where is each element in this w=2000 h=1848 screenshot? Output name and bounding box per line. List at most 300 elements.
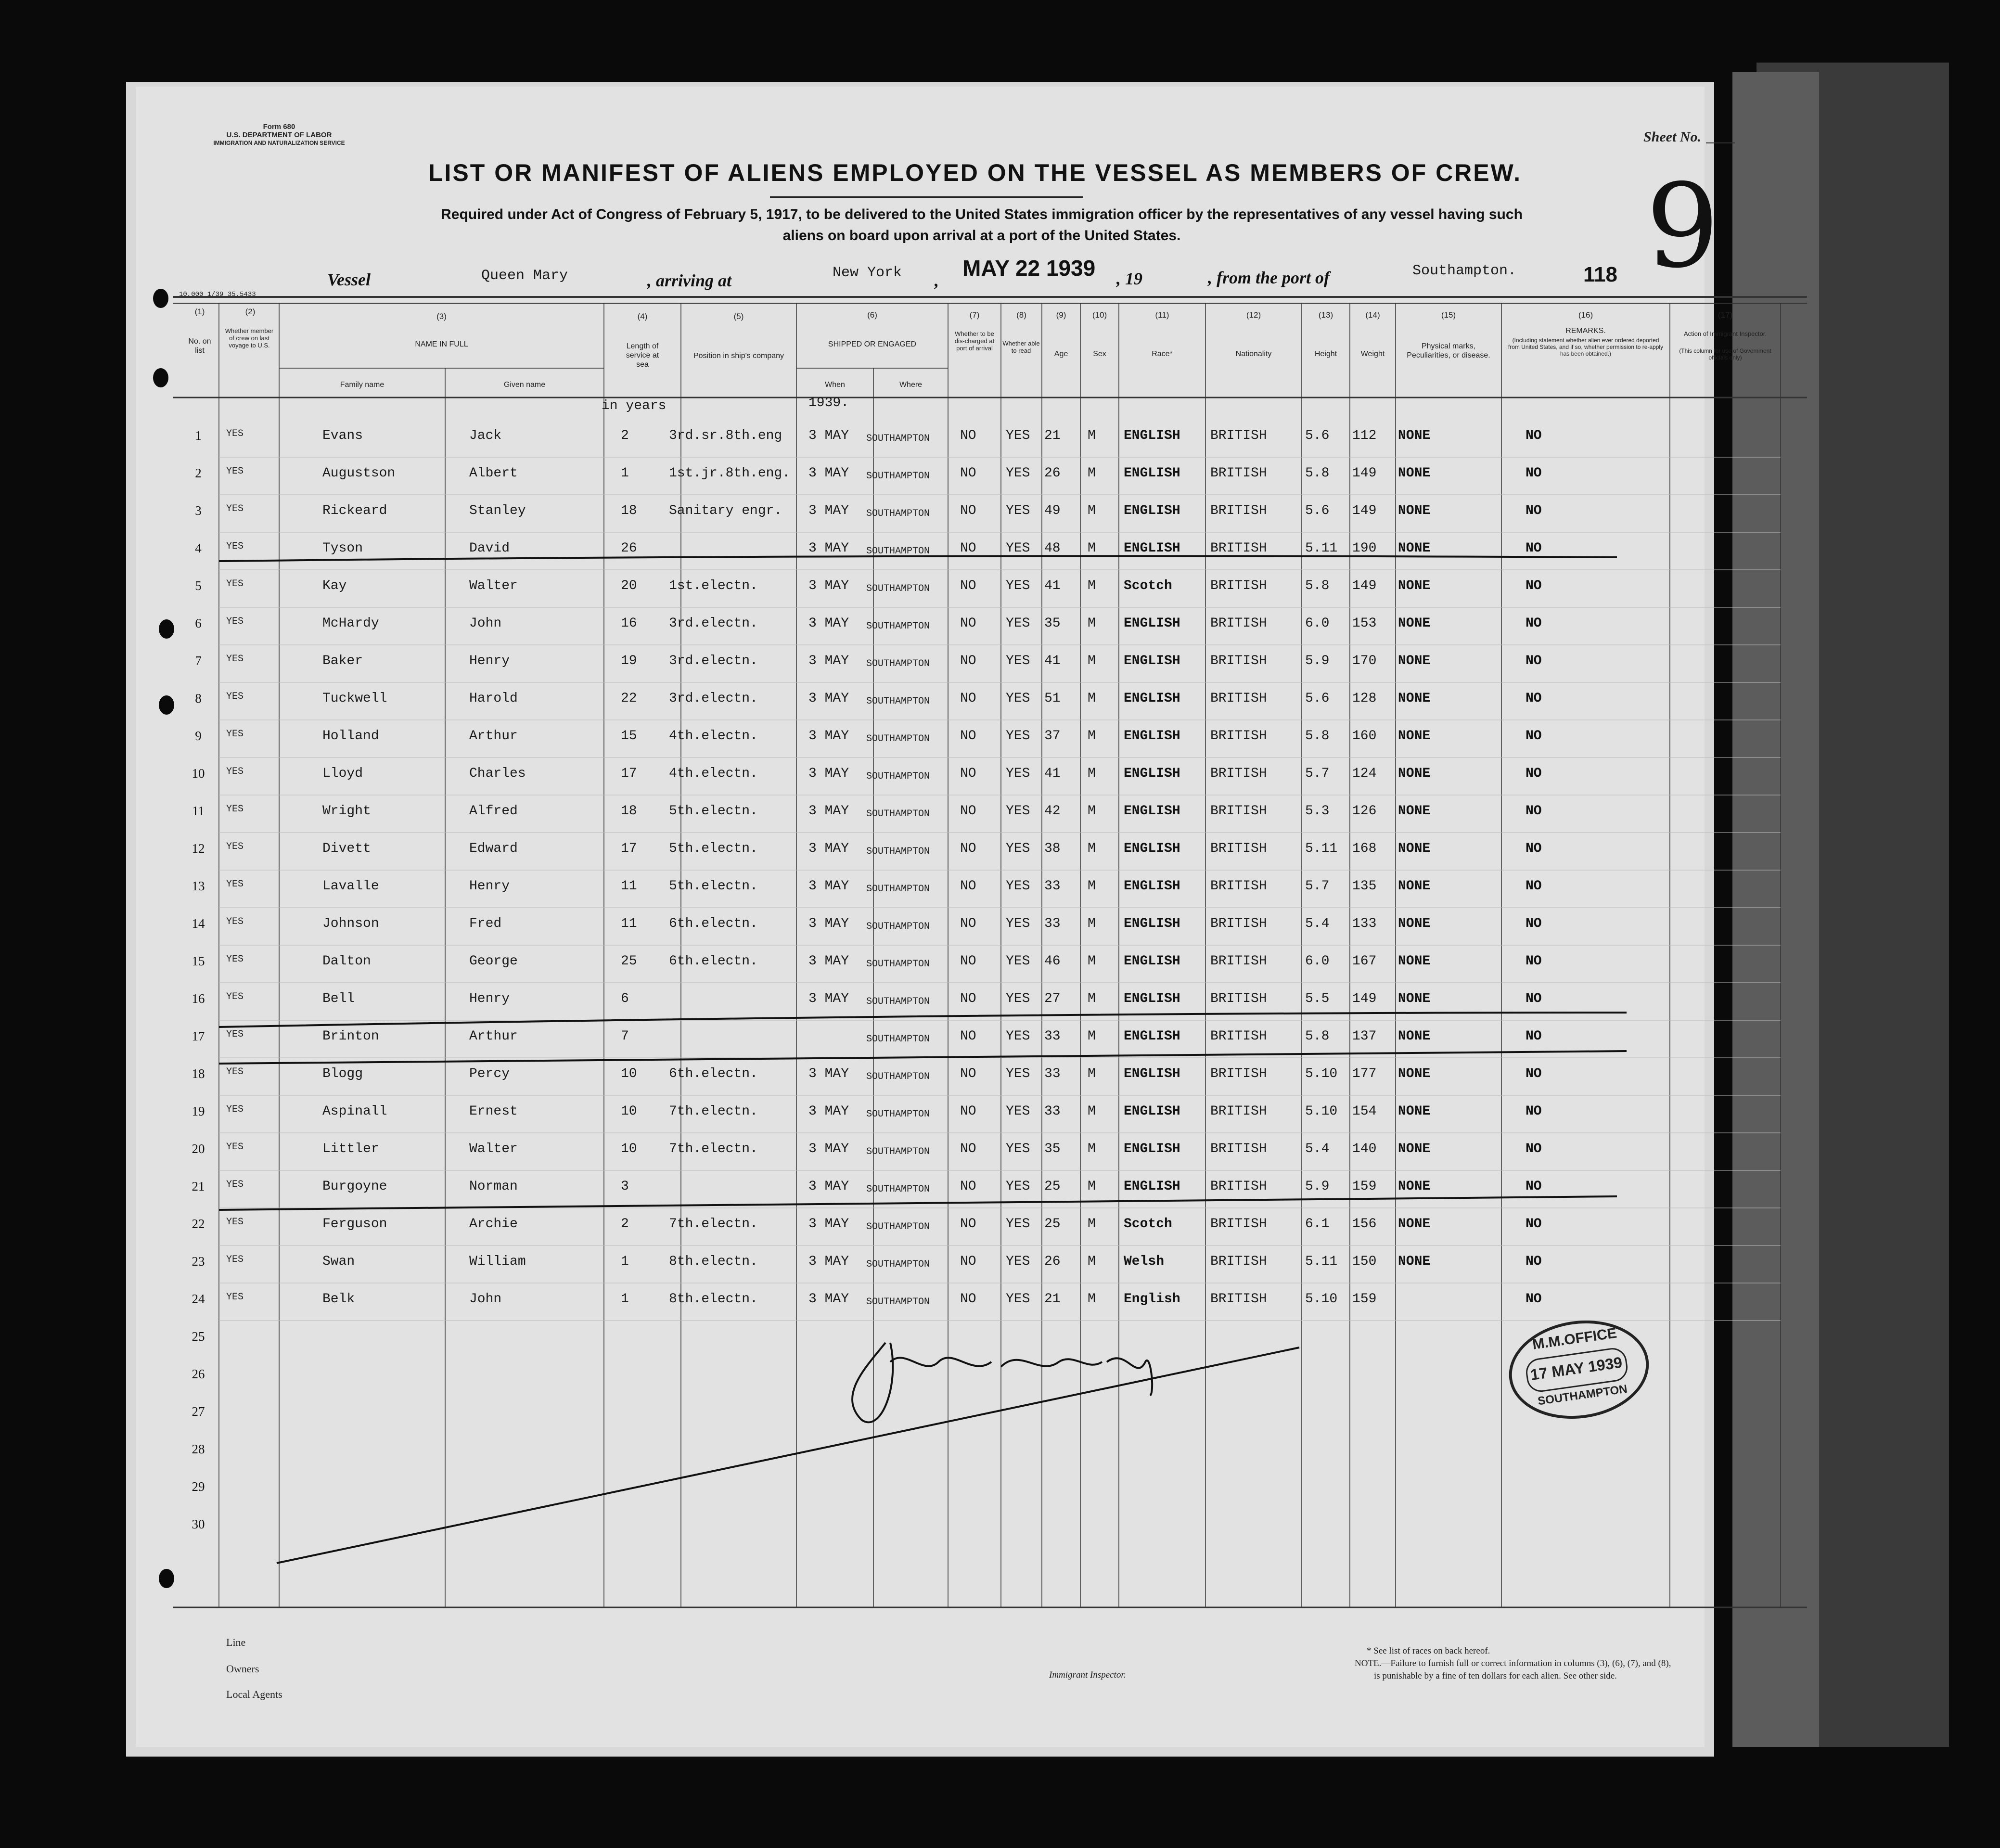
- col-1-header: No. on list: [188, 337, 211, 355]
- weight-cell: 167: [1352, 954, 1377, 969]
- position-cell: 5th.electn.: [669, 804, 758, 819]
- shipped-when-cell: 3 MAY: [808, 916, 849, 931]
- weight-cell: 149: [1352, 578, 1377, 593]
- line-number: 2: [195, 466, 202, 480]
- height-cell: 5.8: [1305, 1029, 1330, 1044]
- shipped-where-cell: SOUTHAMPTON: [866, 959, 930, 970]
- print-code: 10,000 1/39 35,5433: [179, 291, 256, 298]
- nationality-cell: BRITISH: [1210, 1292, 1267, 1307]
- service-years-cell: 18: [621, 503, 637, 518]
- position-cell: 8th.electn.: [669, 1254, 758, 1269]
- prev-voyage-cell: YES: [226, 1217, 244, 1228]
- race-cell: ENGLISH: [1124, 616, 1180, 631]
- nationality-cell: BRITISH: [1210, 916, 1267, 931]
- nationality-cell: BRITISH: [1210, 691, 1267, 706]
- nationality-cell: BRITISH: [1210, 991, 1267, 1006]
- weight-cell: 159: [1352, 1292, 1377, 1307]
- given-name-cell: Henry: [469, 879, 510, 894]
- prev-voyage-cell: YES: [226, 1029, 244, 1040]
- position-cell: 7th.electn.: [669, 1142, 758, 1156]
- discharged-cell: NO: [960, 466, 976, 481]
- shipped-when-cell: 3 MAY: [808, 991, 849, 1006]
- position-cell: 7th.electn.: [669, 1104, 758, 1119]
- able-to-read-cell: YES: [1006, 879, 1030, 894]
- height-cell: 5.3: [1305, 804, 1330, 819]
- given-name-cell: Alfred: [469, 804, 518, 819]
- race-cell: ENGLISH: [1124, 691, 1180, 706]
- able-to-read-cell: YES: [1006, 1104, 1030, 1119]
- service-years-cell: 10: [621, 1066, 637, 1081]
- family-name-cell: Ferguson: [322, 1217, 387, 1232]
- line-number: 20: [192, 1142, 205, 1156]
- shipped-where-cell: SOUTHAMPTON: [866, 696, 930, 707]
- weight-cell: 137: [1352, 1029, 1377, 1044]
- race-cell: ENGLISH: [1124, 804, 1180, 819]
- shipped-where-cell: SOUTHAMPTON: [866, 658, 930, 669]
- age-cell: 33: [1044, 879, 1061, 894]
- sex-cell: M: [1088, 1254, 1096, 1269]
- shipped-when-cell: 3 MAY: [808, 691, 849, 706]
- race-cell: Welsh: [1124, 1254, 1165, 1269]
- remarks-cell: NO: [1526, 691, 1542, 706]
- given-name-cell: Arthur: [469, 1029, 518, 1044]
- service-years-cell: 3: [621, 1179, 629, 1194]
- shipped-where-cell: SOUTHAMPTON: [866, 1071, 930, 1082]
- family-name-cell: Divett: [322, 841, 371, 856]
- col-8-number: (8): [1016, 310, 1026, 320]
- position-cell: 6th.electn.: [669, 954, 758, 969]
- prev-voyage-cell: YES: [226, 541, 244, 552]
- age-cell: 35: [1044, 1142, 1061, 1156]
- col-10-number: (10): [1092, 310, 1107, 320]
- sex-cell: M: [1088, 1179, 1096, 1194]
- page-title: LIST OR MANIFEST OF ALIENS EMPLOYED ON THE VESSEL AS MEMBERS OF CREW.: [428, 159, 1522, 186]
- age-cell: 35: [1044, 616, 1061, 631]
- line-number: 3: [195, 503, 202, 518]
- discharged-cell: NO: [960, 841, 976, 856]
- family-name-cell: Swan: [322, 1254, 355, 1269]
- col-16-subheader: (Including statement whether alien ever ordered deported from United States, and if so, whether permission to re-apply has been obtained.): [1508, 337, 1664, 357]
- service-years-cell: 6: [621, 991, 629, 1006]
- age-cell: 41: [1044, 578, 1061, 593]
- prev-voyage-cell: YES: [226, 1254, 244, 1265]
- discharged-cell: NO: [960, 1066, 976, 1081]
- discharged-cell: NO: [960, 804, 976, 819]
- given-name-header: Given name: [503, 381, 546, 389]
- nationality-cell: BRITISH: [1210, 1142, 1267, 1156]
- service-years-cell: 11: [621, 879, 637, 894]
- sex-cell: M: [1088, 841, 1096, 856]
- col-17-header: Action of Immigrant Inspector.: [1684, 330, 1767, 337]
- family-name-cell: Baker: [322, 654, 363, 668]
- family-name-cell: Kay: [322, 578, 347, 593]
- shipped-where-cell: SOUTHAMPTON: [866, 1221, 930, 1232]
- line-number: 16: [192, 991, 205, 1006]
- discharged-cell: NO: [960, 428, 976, 443]
- physical-marks-cell: NONE: [1398, 1179, 1431, 1194]
- shipped-when-cell: 3 MAY: [808, 578, 849, 593]
- service-years-cell: 17: [621, 766, 637, 781]
- col-4-number: (4): [637, 312, 648, 321]
- nationality-cell: BRITISH: [1210, 1179, 1267, 1194]
- age-cell: 38: [1044, 841, 1061, 856]
- weight-cell: 170: [1352, 654, 1377, 668]
- weight-cell: 133: [1352, 916, 1377, 931]
- age-cell: 51: [1044, 691, 1061, 706]
- line-number: 14: [192, 916, 205, 931]
- weight-cell: 160: [1352, 729, 1377, 744]
- line-number: 22: [192, 1217, 205, 1231]
- position-cell: 5th.electn.: [669, 841, 758, 856]
- physical-marks-cell: NONE: [1398, 879, 1431, 894]
- subtitle-line-1: Required under Act of Congress of February 5, 1917, to be delivered to the United States immigration officer by the representatives of any vessel having such: [441, 206, 1523, 222]
- physical-marks-cell: NONE: [1398, 1217, 1431, 1232]
- remarks-cell: NO: [1526, 466, 1542, 481]
- col-3-header: NAME IN FULL: [415, 340, 468, 348]
- sex-cell: M: [1088, 991, 1096, 1006]
- owners-label: Owners: [226, 1663, 259, 1675]
- shipped-where-cell: SOUTHAMPTON: [866, 733, 930, 744]
- given-name-cell: Henry: [469, 654, 510, 668]
- weight-cell: 153: [1352, 616, 1377, 631]
- col-12-header: Nationality: [1235, 350, 1272, 358]
- prev-voyage-cell: YES: [226, 954, 244, 965]
- shipped-when-cell: 3 MAY: [808, 729, 849, 744]
- able-to-read-cell: YES: [1006, 804, 1030, 819]
- physical-marks-cell: NONE: [1398, 466, 1431, 481]
- shipped-where-cell: SOUTHAMPTON: [866, 1259, 930, 1270]
- physical-marks-cell: NONE: [1398, 503, 1431, 518]
- nationality-cell: BRITISH: [1210, 428, 1267, 443]
- remarks-cell: NO: [1526, 1292, 1542, 1307]
- family-name-cell: Lloyd: [322, 766, 363, 781]
- shipped-when-cell: 3 MAY: [808, 466, 849, 481]
- nationality-cell: BRITISH: [1210, 1029, 1267, 1044]
- shipped-where-cell: SOUTHAMPTON: [866, 1034, 930, 1045]
- col-2-number: (2): [245, 307, 256, 316]
- age-cell: 49: [1044, 503, 1061, 518]
- physical-marks-cell: NONE: [1398, 841, 1431, 856]
- remarks-cell: NO: [1526, 916, 1542, 931]
- height-cell: 6.0: [1305, 954, 1330, 969]
- discharged-cell: NO: [960, 616, 976, 631]
- shipped-when-cell: 3 MAY: [808, 541, 849, 556]
- physical-marks-cell: NONE: [1398, 804, 1431, 819]
- family-name-cell: Blogg: [322, 1066, 363, 1081]
- position-cell: 1st.jr.8th.eng.: [669, 466, 791, 481]
- nationality-cell: BRITISH: [1210, 1254, 1267, 1269]
- col-12-number: (12): [1246, 310, 1261, 320]
- service-years-cell: 10: [621, 1142, 637, 1156]
- service-years-cell: 10: [621, 1104, 637, 1119]
- sex-cell: M: [1088, 879, 1096, 894]
- age-cell: 42: [1044, 804, 1061, 819]
- department: U.S. DEPARTMENT OF LABOR: [226, 131, 332, 139]
- family-name-cell: Burgoyne: [322, 1179, 387, 1194]
- weight-cell: 126: [1352, 804, 1377, 819]
- departure-port: Southampton.: [1412, 263, 1517, 279]
- remarks-cell: NO: [1526, 991, 1542, 1006]
- discharged-cell: NO: [960, 766, 976, 781]
- race-cell: ENGLISH: [1124, 541, 1180, 556]
- shipped-where-cell: SOUTHAMPTON: [866, 471, 930, 482]
- position-cell: Sanitary engr.: [669, 503, 782, 518]
- discharged-cell: NO: [960, 916, 976, 931]
- shipped-where-cell: SOUTHAMPTON: [866, 433, 930, 444]
- inspector-label: Immigrant Inspector.: [1049, 1670, 1126, 1680]
- given-name-cell: Henry: [469, 991, 510, 1006]
- line-number: 28: [192, 1442, 205, 1456]
- col-2-header: Whether member of crew on last voyage to U.S.: [225, 327, 274, 349]
- shipped-where-cell: SOUTHAMPTON: [866, 996, 930, 1007]
- sex-cell: M: [1088, 1029, 1096, 1044]
- weight-cell: 149: [1352, 466, 1377, 481]
- col-13-header: Height: [1314, 350, 1337, 358]
- col-17-subheader: (This column for use of Government officials only): [1679, 347, 1771, 361]
- col-9-number: (9): [1056, 310, 1066, 320]
- height-cell: 5.11: [1305, 841, 1338, 856]
- nationality-cell: BRITISH: [1210, 804, 1267, 819]
- height-cell: 5.9: [1305, 654, 1330, 668]
- family-name-header: Family name: [340, 381, 385, 389]
- race-cell: ENGLISH: [1124, 841, 1180, 856]
- discharged-cell: NO: [960, 991, 976, 1006]
- line-number: 13: [192, 879, 205, 893]
- race-cell: English: [1124, 1292, 1180, 1307]
- service-years-cell: 25: [621, 954, 637, 969]
- able-to-read-cell: YES: [1006, 1029, 1030, 1044]
- height-cell: 5.5: [1305, 991, 1330, 1006]
- physical-marks-cell: NONE: [1398, 616, 1431, 631]
- line-number: 12: [192, 841, 205, 856]
- prev-voyage-cell: YES: [226, 1292, 244, 1303]
- shipped-where-cell: SOUTHAMPTON: [866, 1184, 930, 1195]
- family-name-cell: Tuckwell: [322, 691, 387, 706]
- prev-voyage-cell: YES: [226, 1104, 244, 1115]
- remarks-cell: NO: [1526, 1142, 1542, 1156]
- weight-cell: 190: [1352, 541, 1377, 556]
- remarks-cell: NO: [1526, 879, 1542, 894]
- family-name-cell: Holland: [322, 729, 379, 744]
- family-name-cell: Brinton: [322, 1029, 379, 1044]
- remarks-cell: NO: [1526, 1179, 1542, 1194]
- col-3-number: (3): [436, 312, 447, 321]
- physical-marks-cell: NONE: [1398, 1029, 1431, 1044]
- prev-voyage-cell: YES: [226, 578, 244, 590]
- given-name-cell: Jack: [469, 428, 502, 443]
- height-cell: 5.9: [1305, 1179, 1330, 1194]
- weight-cell: 149: [1352, 503, 1377, 518]
- sex-cell: M: [1088, 954, 1096, 969]
- race-cell: ENGLISH: [1124, 654, 1180, 668]
- prev-voyage-cell: YES: [226, 691, 244, 702]
- physical-marks-cell: NONE: [1398, 1142, 1431, 1156]
- line-number: 17: [192, 1029, 205, 1043]
- shipped-when-cell: 3 MAY: [808, 1292, 849, 1307]
- remarks-cell: NO: [1526, 766, 1542, 781]
- service: IMMIGRATION AND NATURALIZATION SERVICE: [213, 140, 345, 146]
- shipped-when-cell: 3 MAY: [808, 428, 849, 443]
- discharged-cell: NO: [960, 541, 976, 556]
- remarks-cell: NO: [1526, 578, 1542, 593]
- remarks-cell: NO: [1526, 1066, 1542, 1081]
- col-11-header: Race*: [1152, 350, 1173, 358]
- list-number: 118: [1583, 263, 1617, 286]
- nationality-cell: BRITISH: [1210, 841, 1267, 856]
- col-13-number: (13): [1318, 310, 1333, 320]
- position-cell: 3rd.electn.: [669, 691, 758, 706]
- nationality-cell: BRITISH: [1210, 954, 1267, 969]
- col-14-number: (14): [1365, 310, 1380, 320]
- service-unit-note: in years: [602, 398, 667, 413]
- sex-cell: M: [1088, 503, 1096, 518]
- able-to-read-cell: YES: [1006, 1254, 1030, 1269]
- shipped-when-cell: 3 MAY: [808, 616, 849, 631]
- discharged-cell: NO: [960, 654, 976, 668]
- race-cell: ENGLISH: [1124, 879, 1180, 894]
- race-cell: ENGLISH: [1124, 1029, 1180, 1044]
- remarks-cell: NO: [1526, 541, 1542, 556]
- shipped-where-cell: SOUTHAMPTON: [866, 583, 930, 594]
- shipped-when-cell: 3 MAY: [808, 1217, 849, 1232]
- service-years-cell: 19: [621, 654, 637, 668]
- able-to-read-cell: YES: [1006, 466, 1030, 481]
- remarks-cell: NO: [1526, 841, 1542, 856]
- given-name-cell: Harold: [469, 691, 518, 706]
- able-to-read-cell: YES: [1006, 991, 1030, 1006]
- given-name-cell: John: [469, 616, 502, 631]
- col-6-header: SHIPPED OR ENGAGED: [828, 340, 917, 348]
- family-name-cell: Belk: [322, 1292, 355, 1307]
- remarks-cell: NO: [1526, 804, 1542, 819]
- race-cell: ENGLISH: [1124, 1179, 1180, 1194]
- height-cell: 5.8: [1305, 578, 1330, 593]
- weight-cell: 135: [1352, 879, 1377, 894]
- line-number: 18: [192, 1066, 205, 1081]
- position-cell: 6th.electn.: [669, 1066, 758, 1081]
- weight-cell: 177: [1352, 1066, 1377, 1081]
- position-cell: 8th.electn.: [669, 1292, 758, 1307]
- line-number: 9: [195, 729, 202, 743]
- shipped-when-cell: 3 MAY: [808, 804, 849, 819]
- height-cell: 5.8: [1305, 729, 1330, 744]
- shipped-where-cell: SOUTHAMPTON: [866, 921, 930, 932]
- position-cell: 4th.electn.: [669, 729, 758, 744]
- discharged-cell: NO: [960, 729, 976, 744]
- line-number: 21: [192, 1179, 205, 1194]
- line-number: 15: [192, 954, 205, 968]
- height-cell: 5.4: [1305, 1142, 1330, 1156]
- prev-voyage-cell: YES: [226, 916, 244, 927]
- line-number: 24: [192, 1292, 205, 1306]
- sex-cell: M: [1088, 729, 1096, 744]
- sex-cell: M: [1088, 1104, 1096, 1119]
- given-name-cell: Norman: [469, 1179, 518, 1194]
- shipped-where-cell: SOUTHAMPTON: [866, 1109, 930, 1120]
- able-to-read-cell: YES: [1006, 916, 1030, 931]
- prev-voyage-cell: YES: [226, 879, 244, 890]
- prev-voyage-cell: YES: [226, 466, 244, 477]
- arriving-label: , arriving at: [647, 271, 732, 290]
- shipped-where-cell: SOUTHAMPTON: [866, 771, 930, 782]
- able-to-read-cell: YES: [1006, 691, 1030, 706]
- age-cell: 26: [1044, 1254, 1061, 1269]
- nationality-cell: BRITISH: [1210, 654, 1267, 668]
- age-cell: 37: [1044, 729, 1061, 744]
- height-cell: 5.6: [1305, 428, 1330, 443]
- stamp-bottom-text: SOUTHAMPTON: [1537, 1382, 1628, 1408]
- height-cell: 5.7: [1305, 766, 1330, 781]
- physical-marks-cell: NONE: [1398, 766, 1431, 781]
- height-cell: 5.10: [1305, 1292, 1338, 1307]
- family-name-cell: Dalton: [322, 954, 371, 969]
- prev-voyage-cell: YES: [226, 654, 244, 665]
- col-16-header: REMARKS.: [1565, 327, 1606, 335]
- height-cell: 6.0: [1305, 616, 1330, 631]
- given-name-cell: George: [469, 954, 518, 969]
- given-name-cell: David: [469, 541, 510, 556]
- line-number: 1: [195, 428, 202, 443]
- prev-voyage-cell: YES: [226, 1179, 244, 1190]
- height-cell: 6.1: [1305, 1217, 1330, 1232]
- given-name-cell: Stanley: [469, 503, 526, 518]
- col-15-number: (15): [1441, 310, 1456, 320]
- race-cell: ENGLISH: [1124, 729, 1180, 744]
- race-cell: Scotch: [1124, 1217, 1172, 1232]
- able-to-read-cell: YES: [1006, 654, 1030, 668]
- weight-cell: 140: [1352, 1142, 1377, 1156]
- remarks-cell: NO: [1526, 1254, 1542, 1269]
- family-name-cell: Aspinall: [322, 1104, 387, 1119]
- service-years-cell: 11: [621, 916, 637, 931]
- race-cell: ENGLISH: [1124, 503, 1180, 518]
- sex-cell: M: [1088, 1142, 1096, 1156]
- physical-marks-cell: NONE: [1398, 729, 1431, 744]
- note-line-2: is punishable by a fine of ten dollars for each alien. See other side.: [1374, 1671, 1617, 1681]
- given-name-cell: Archie: [469, 1217, 518, 1232]
- line-number: 5: [195, 578, 202, 593]
- able-to-read-cell: YES: [1006, 616, 1030, 631]
- nationality-cell: BRITISH: [1210, 729, 1267, 744]
- nationality-cell: BRITISH: [1210, 1217, 1267, 1232]
- sex-cell: M: [1088, 541, 1096, 556]
- service-years-cell: 22: [621, 691, 637, 706]
- shipped-when-cell: 3 MAY: [808, 841, 849, 856]
- col-5-number: (5): [733, 312, 744, 321]
- family-name-cell: Littler: [322, 1142, 379, 1156]
- col-16-number: (16): [1578, 310, 1593, 320]
- weight-cell: 128: [1352, 691, 1377, 706]
- race-cell: ENGLISH: [1124, 766, 1180, 781]
- given-name-cell: Fred: [469, 916, 502, 931]
- family-name-cell: Tyson: [322, 541, 363, 556]
- service-years-cell: 1: [621, 1292, 629, 1307]
- line-number: 8: [195, 691, 202, 706]
- nationality-cell: BRITISH: [1210, 766, 1267, 781]
- sex-cell: M: [1088, 578, 1096, 593]
- remarks-cell: NO: [1526, 729, 1542, 744]
- height-cell: 5.11: [1305, 1254, 1338, 1269]
- physical-marks-cell: NONE: [1398, 1104, 1431, 1119]
- arrival-date-stamp: MAY 22 1939: [962, 256, 1096, 281]
- prev-voyage-cell: YES: [226, 1142, 244, 1153]
- line-label: Line: [226, 1636, 246, 1648]
- weight-cell: 149: [1352, 991, 1377, 1006]
- shipped-where-cell: SOUTHAMPTON: [866, 808, 930, 820]
- shipped-when-header: When: [825, 381, 845, 389]
- sex-cell: M: [1088, 428, 1096, 443]
- given-name-cell: Ernest: [469, 1104, 518, 1119]
